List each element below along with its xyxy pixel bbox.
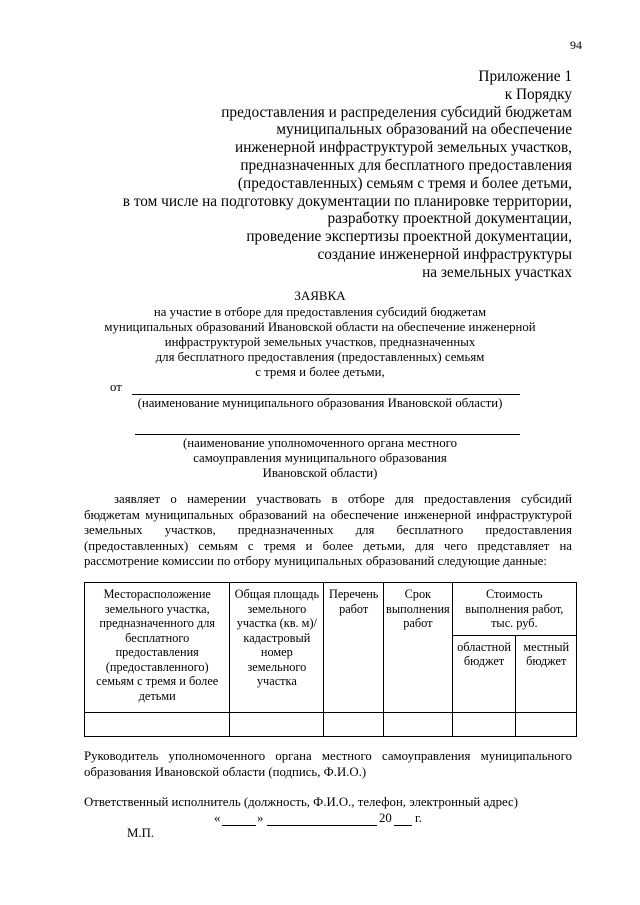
municipality-caption: (наименование муниципального образования Ивановской области) bbox=[137, 396, 503, 410]
date-open-quote: « bbox=[214, 811, 221, 825]
appendix-line: предоставления и распределения субсидий бюджетам bbox=[221, 103, 572, 121]
table-cell[interactable] bbox=[324, 712, 384, 736]
appendix-line: муниципальных образований на обеспечение bbox=[276, 121, 572, 139]
authority-caption-line: самоуправления муниципального образования bbox=[193, 451, 447, 465]
table-cell[interactable] bbox=[384, 712, 453, 736]
appendix-line: в том числе на подготовку документации по планировке территории, bbox=[122, 192, 572, 210]
col-cost-header: Стоимость выполнения работ, тыс. руб. bbox=[452, 583, 576, 636]
col-area-header: Общая площадь земельного участка (кв. м)/кадастровый номер земельного участка bbox=[230, 583, 324, 713]
appendix-line: инженерной инфраструктурой земельных участков, bbox=[235, 139, 572, 157]
table-cell[interactable] bbox=[516, 712, 577, 736]
col-regional-header: областной бюджет bbox=[452, 635, 516, 712]
subtitle-line: для бесплатного предоставления (предоставленных) семьям bbox=[155, 350, 485, 364]
authority-caption-line: (наименование уполномоченного органа местного bbox=[183, 436, 457, 450]
appendix-line: (предоставленных) семьям с тремя и более детьми, bbox=[237, 174, 572, 192]
appendix-header bbox=[52, 68, 572, 282]
authority-caption bbox=[0, 436, 640, 481]
authority-caption-line: Ивановской области) bbox=[262, 466, 378, 480]
appendix-line: Приложение 1 bbox=[478, 68, 572, 85]
subtitle-line: инфраструктурой земельных участков, предназначенных bbox=[164, 335, 476, 349]
subtitle-line: с тремя и более детьми, bbox=[255, 365, 385, 379]
authority-field-line[interactable] bbox=[135, 434, 520, 435]
col-local-header: местный бюджет bbox=[516, 635, 577, 712]
date-year-suffix: г. bbox=[415, 811, 423, 825]
table-row bbox=[85, 712, 577, 736]
appendix-line: к Порядку bbox=[504, 85, 572, 103]
subtitle-line: муниципальных образований Ивановской области на обеспечение инженерной bbox=[104, 320, 536, 334]
date-day-field[interactable] bbox=[222, 825, 256, 826]
col-location-header: Месторасположение земельного участка, предназначенного для бесплатного предоставления (предоставленного) семьям с тремя и более детьми bbox=[85, 583, 230, 713]
municipality-field-line[interactable] bbox=[132, 394, 520, 395]
table-cell[interactable] bbox=[230, 712, 324, 736]
subtitle-line: на участие в отборе для предоставления субсидий бюджетам bbox=[153, 305, 487, 319]
appendix-line: проведение экспертизы проектной документации, bbox=[246, 228, 572, 246]
form-title: ЗАЯВКА bbox=[294, 288, 346, 303]
stamp-label: М.П. bbox=[127, 826, 155, 840]
appendix-line: создание инженерной инфраструктуры bbox=[317, 245, 572, 263]
appendix-line: разработку проектной документации, bbox=[327, 210, 572, 228]
executor-line: Ответственный исполнитель (должность, Ф.И.О., телефон, электронный адрес) bbox=[84, 795, 518, 809]
table-cell[interactable] bbox=[85, 712, 230, 736]
appendix-line: предназначенных для бесплатного предоставления bbox=[240, 156, 572, 174]
body-paragraph: заявляет о намерении участвовать в отборе для предоставления субсидий бюджетам муниципальных образований на обеспечение инженерной инфраструктурой земельных участков, предназначенных для бесплатного предоставления (предоставленных) семьям с тремя и более детьми, для чего представляет на рассмотрение комиссии по отбору муниципальных образований следующие данные: bbox=[84, 492, 572, 568]
data-table bbox=[84, 582, 577, 737]
date-year-field[interactable] bbox=[394, 825, 412, 826]
head-signature: Руководитель уполномоченного органа местного самоуправления муниципального образования Ивановской области (подпись, Ф.И.О.) bbox=[84, 749, 572, 779]
appendix-line: на земельных участках bbox=[422, 263, 572, 281]
col-term-header: Срок выполнения работ bbox=[384, 583, 453, 713]
date-month-field[interactable] bbox=[267, 825, 377, 826]
date-close-quote: » bbox=[257, 811, 264, 825]
page-number: 94 bbox=[570, 38, 582, 52]
table-header-row bbox=[85, 583, 577, 636]
date-year-prefix: 20 bbox=[379, 811, 392, 825]
form-subtitle bbox=[0, 305, 640, 380]
table-cell[interactable] bbox=[452, 712, 516, 736]
from-label: от bbox=[110, 380, 122, 394]
col-works-header: Перечень работ bbox=[324, 583, 384, 713]
